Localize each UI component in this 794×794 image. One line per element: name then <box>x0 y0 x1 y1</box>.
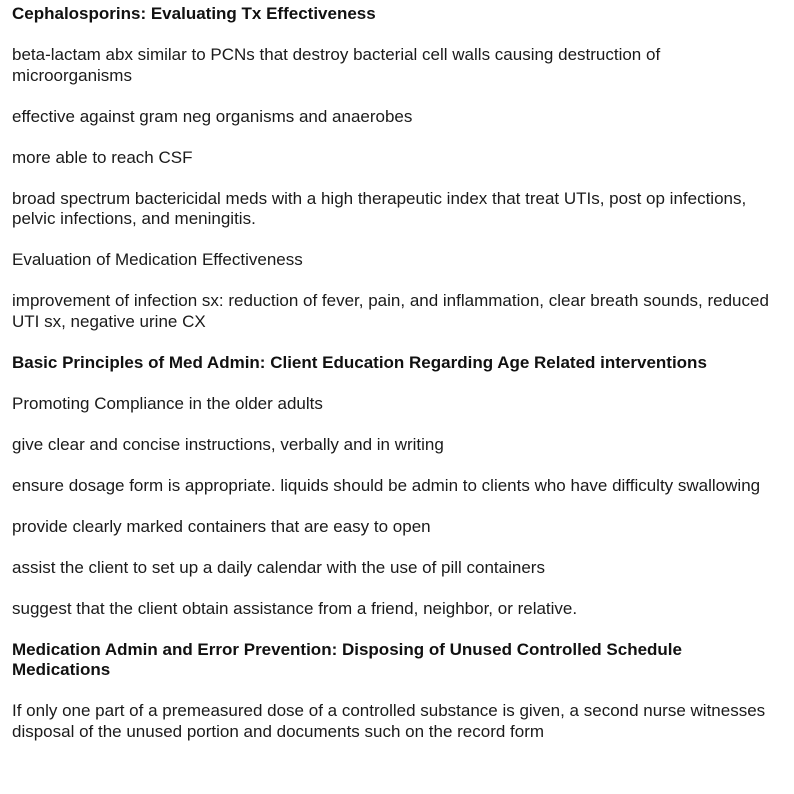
paragraph: suggest that the client obtain assistance from a friend, neighbor, or relative. <box>12 598 578 618</box>
paragraph: give clear and concise instructions, verbally and in writing <box>12 434 444 454</box>
section-heading-cephalosporins: Cephalosporins: Evaluating Tx Effectiveness <box>12 4 376 23</box>
paragraph: provide clearly marked containers that are easy to open <box>12 516 431 536</box>
paragraph: improvement of infection sx: reduction of fever, pain, and inflammation, clear breath sounds, reduced UTI sx, negative urine CX <box>12 291 769 331</box>
subheading-compliance: Promoting Compliance in the older adults <box>12 393 323 413</box>
paragraph: effective against gram neg organisms and anaerobes <box>12 106 413 126</box>
subheading-evaluation: Evaluation of Medication Effectiveness <box>12 250 303 269</box>
paragraph: assist the client to set up a daily calendar with the use of pill containers <box>12 557 545 577</box>
section-heading-disposing-medications: Medication Admin and Error Prevention: Disposing of Unused Controlled Schedule Medications <box>12 639 682 679</box>
paragraph: If only one part of a premeasured dose of a controlled substance is given, a second nurse witnesses disposal of the unused portion and documents such on the record form <box>12 701 766 741</box>
document-body <box>12 4 772 763</box>
paragraph: more able to reach CSF <box>12 147 193 167</box>
paragraph: ensure dosage form is appropriate. liquids should be admin to clients who have difficulty swallowing <box>12 475 761 495</box>
section-heading-med-admin-education: Basic Principles of Med Admin: Client Education Regarding Age Related interventions <box>12 352 707 372</box>
paragraph: beta-lactam abx similar to PCNs that destroy bacterial cell walls causing destruction of microorganisms <box>12 45 661 85</box>
paragraph: broad spectrum bactericidal meds with a high therapeutic index that treat UTIs, post op infections, pelvic infections, and meningitis. <box>12 188 747 228</box>
